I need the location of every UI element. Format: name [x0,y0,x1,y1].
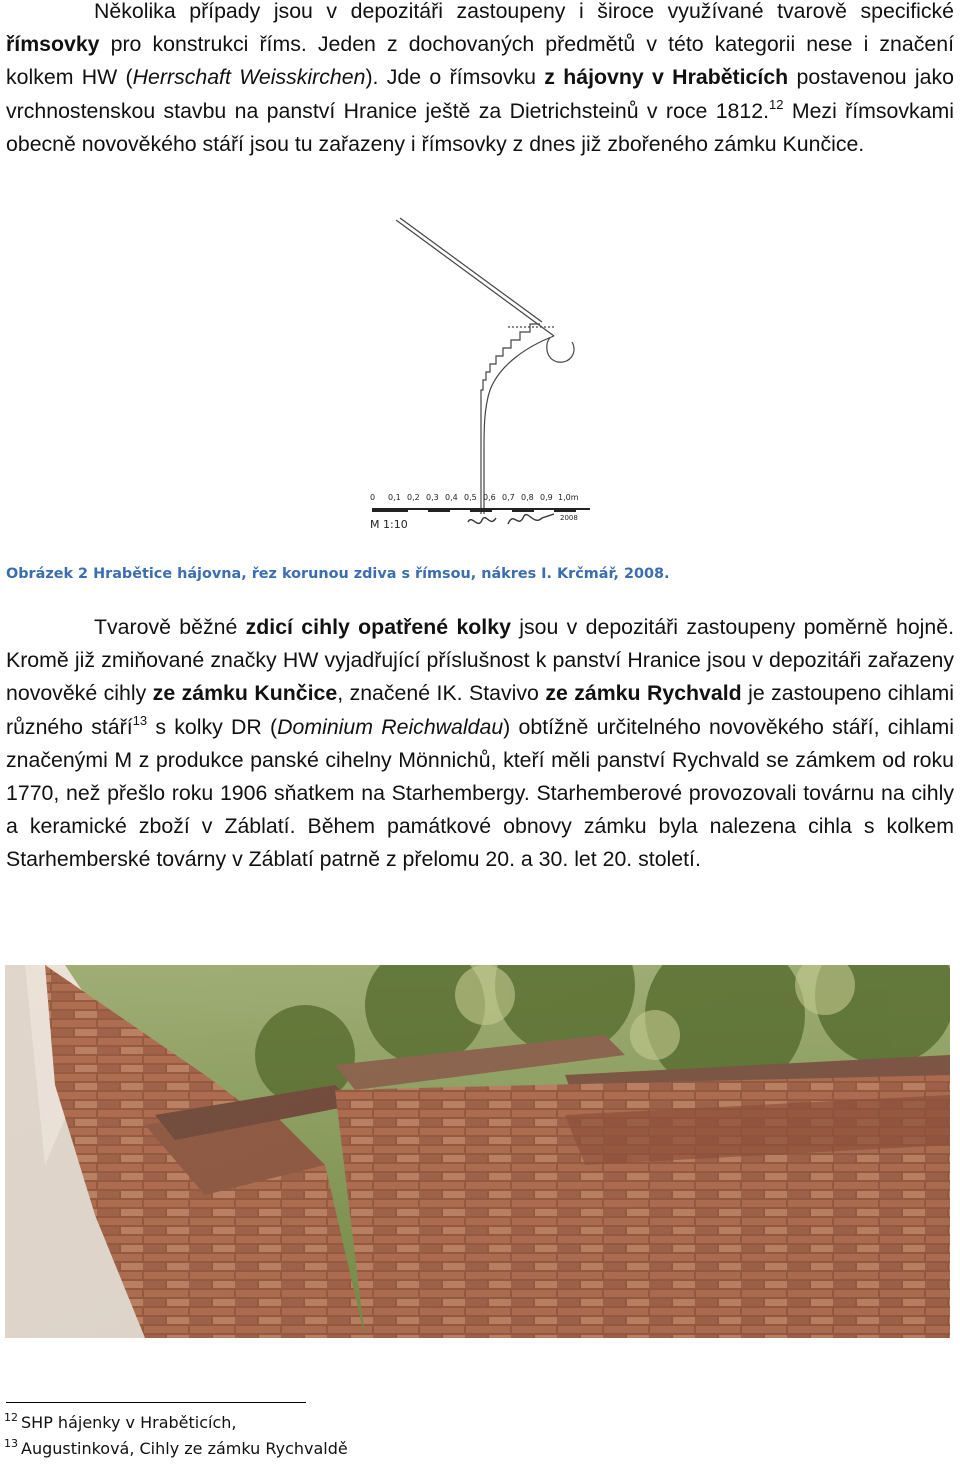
footnote-rule [6,1402,306,1403]
scale-label: 0,7 [502,493,515,502]
scale-label: 1,0m [558,493,579,502]
scale-label: 0,2 [407,493,420,502]
scale-label: 0 [370,493,376,502]
footnote-12: $^{12}$ SHP hájenky v Hraběticích, [4,1411,237,1432]
cornice-section-drawing [358,214,618,544]
footnote-ref-13: 13 [132,712,148,728]
paragraph-cihly: Tvarově běžné zdicí cihly opatřené kolky jsou v depozitáři zastoupeny poměrně hojně. Kromě již zmiňované značky HW vyjadřující příslušnost k panství Hranice jsou v depozitáři zařazeny novověké cihly ze zámku Kunčice, značené IK. Stavivo ze zámku Rychvald je zastoupeno cihlami různého stáří$^{13}$ s kolky DR (Dominium Reichwaldau) obtížně určitelného novověkého stáří, cihlami značenými M z produkce panské cihelny Mönnichů, kteří měli panství Rychvald se zámkem od roku 1770, než přešlo roku 1906 sňatkem na Starhembergy. Starhemberové provozovali továrnu na cihly a keramické zboží v Záblatí. Během památkové obnovy zámku byla nalezena cihla s kolkem Starhemberské továrny v Záblatí patrně z přelomu 20. a 30. let 20. století. [6,615,955,872]
scale-label: 0,6 [483,493,496,502]
footnote-13: $^{13}$ Augustinková, Cihly ze zámku Rychvaldě [4,1437,348,1458]
footnote-ref-12: 12 [769,96,784,112]
brick-cornice-photo [5,965,950,1338]
scale-label: 0,3 [426,493,439,502]
figure-caption: Obrázek 2 Hrabětice hájovna, řez korunou zdiva s římsou, nákres I. Krčmář, 2008. [6,566,670,582]
scale-label: 0,1 [388,493,401,502]
scale-label: 0,9 [540,493,553,502]
scale-label: 0,8 [521,493,534,502]
scale-bar [372,509,590,510]
drawing-year: 2008 [560,514,578,522]
paragraph-rimsovky: Několika případy jsou v depozitáři zastoupeny i široce využívané tvarově specifické římsovky pro konstrukci říms. Jeden z dochovaných předmětů v této kategorii nese i značení kolkem HW (Herrschaft Weisskirchen). Jde o římsovku z hájovny v Hraběticích postavenou jako vrchnostenskou stavbu na panství Hranice ještě za Dietrichsteinů v roce 1812.12 Mezi římsovkami obecně novověkého stáří jsou tu zařazeny i římsovky z dnes již zbořeného zámku Kunčice. [6,0,955,156]
scale-label: 0,4 [445,493,458,502]
scale-note: M 1:10 [370,518,408,531]
scale-label: 0,5 [464,493,477,502]
signature [468,514,554,524]
